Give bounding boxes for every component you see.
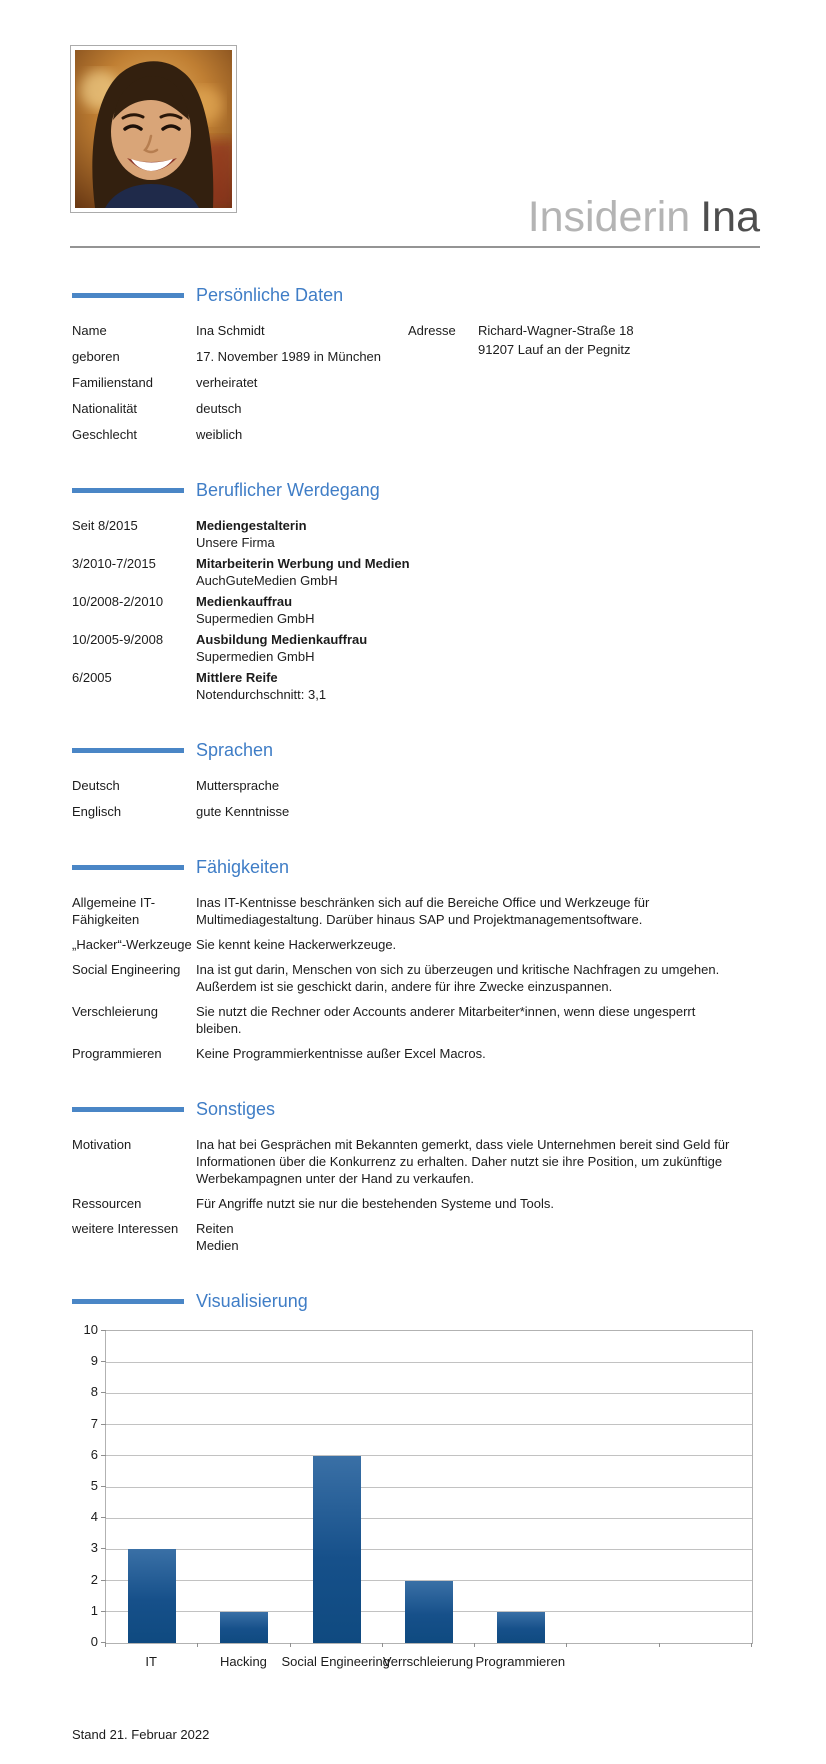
bar-social-engineering xyxy=(313,1456,361,1643)
x-axis-category-label: Verrschleierung xyxy=(382,1654,474,1669)
y-axis-tick-label: 6 xyxy=(90,1446,98,1462)
skill-label: „Hacker“-Werkzeuge xyxy=(72,937,192,952)
career-title: Medienkauffrau xyxy=(196,594,293,609)
heading-accent-bar xyxy=(72,293,184,298)
section-misc xyxy=(72,1098,760,1254)
content xyxy=(0,284,826,1700)
title-divider xyxy=(70,246,760,248)
y-axis-tick xyxy=(101,1424,106,1425)
chart-plot-area xyxy=(105,1330,753,1644)
gridline xyxy=(106,1362,752,1363)
section-heading xyxy=(72,479,760,501)
bar-hacking xyxy=(220,1612,268,1643)
skill-description: Sie nutzt die Rechner oder Accounts anderer Mitarbeiter*innen, wenn diese ungesperrt bleiben. xyxy=(196,1004,696,1036)
x-axis-tick xyxy=(290,1643,291,1647)
misc-row-resources xyxy=(72,1195,760,1212)
heading-accent-bar xyxy=(72,865,184,870)
x-axis-category-label: Programmieren xyxy=(475,1654,566,1669)
x-axis-tick xyxy=(474,1643,475,1647)
misc-label: Motivation xyxy=(72,1137,132,1152)
language-name: Englisch xyxy=(72,804,122,819)
misc-label: Ressourcen xyxy=(72,1196,142,1211)
header xyxy=(0,0,826,248)
section-visualization xyxy=(72,1290,760,1700)
skills-bar-chart xyxy=(72,1322,760,1700)
field-value: 17. November 1989 in München xyxy=(196,349,382,364)
heading-accent-bar xyxy=(72,488,184,493)
career-period: 3/2010-7/2015 xyxy=(72,556,156,571)
x-axis-tick xyxy=(659,1643,660,1647)
y-axis-tick xyxy=(101,1392,106,1393)
career-company: Unsere Firma xyxy=(196,535,275,550)
heading-accent-bar xyxy=(72,1107,184,1112)
gridline xyxy=(106,1424,752,1425)
career-row xyxy=(72,669,760,703)
address-label: Adresse xyxy=(408,323,456,338)
field-label: Geschlecht xyxy=(72,427,138,442)
x-axis-tick xyxy=(105,1643,106,1647)
skill-row xyxy=(72,1045,760,1062)
y-axis-tick xyxy=(101,1455,106,1456)
language-row xyxy=(72,803,760,820)
gridline xyxy=(106,1393,752,1394)
y-axis-tick-label: 3 xyxy=(90,1540,98,1556)
y-axis-tick xyxy=(101,1580,106,1581)
profile-photo xyxy=(70,45,237,213)
y-axis-tick-label: 7 xyxy=(90,1415,98,1431)
personal-row-gender xyxy=(72,426,760,443)
skill-row xyxy=(72,961,760,995)
language-name: Deutsch xyxy=(72,778,120,793)
x-axis-category-label: IT xyxy=(145,1654,157,1669)
section-title: Sprachen xyxy=(196,740,274,760)
bar-verrschleierung xyxy=(405,1581,453,1643)
language-row xyxy=(72,777,760,794)
field-value: deutsch xyxy=(196,401,242,416)
section-title: Beruflicher Werdegang xyxy=(196,480,380,500)
section-languages xyxy=(72,739,760,820)
field-label: Name xyxy=(72,323,107,338)
skill-label: Social Engineering xyxy=(72,962,181,977)
portrait-illustration xyxy=(75,50,232,208)
career-company: Supermedien GmbH xyxy=(196,611,315,626)
footer-date: Stand 21. Februar 2022 xyxy=(72,1727,210,1742)
career-title: Mediengestalterin xyxy=(196,518,307,533)
section-heading xyxy=(72,1290,760,1312)
career-title: Mitarbeiterin Werbung und Medien xyxy=(196,556,410,571)
misc-row-motivation xyxy=(72,1136,760,1187)
gridline xyxy=(106,1487,752,1488)
misc-label: weitere Interessen xyxy=(72,1221,179,1236)
y-axis-tick-label: 2 xyxy=(90,1571,98,1587)
misc-description xyxy=(196,1220,239,1254)
address-value xyxy=(478,322,634,360)
career-company: Supermedien GmbH xyxy=(196,649,315,664)
y-axis-tick xyxy=(101,1330,106,1331)
career-row xyxy=(72,555,760,589)
section-heading xyxy=(72,1098,760,1120)
career-company: AuchGuteMedien GmbH xyxy=(196,573,338,588)
skill-description: Sie kennt keine Hackerwerkzeuge. xyxy=(196,937,397,952)
y-axis-tick-label: 9 xyxy=(90,1353,98,1369)
address-street: Richard-Wagner-Straße 18 xyxy=(478,323,634,338)
x-axis-category-label: Social Engineering xyxy=(281,1654,390,1669)
skill-description: Inas IT-Kentnisse beschränken sich auf die Bereiche Office und Werkzeuge für Multimediagestaltung. Darüber hinaus SAP und Projektmanagementsoftware. xyxy=(196,895,650,927)
section-personal-data xyxy=(72,284,760,443)
field-value: verheiratet xyxy=(196,375,258,390)
skill-label: Programmieren xyxy=(72,1046,162,1061)
career-period: 10/2008-2/2010 xyxy=(72,594,164,609)
x-axis-tick xyxy=(566,1643,567,1647)
section-title: Persönliche Daten xyxy=(196,285,344,305)
y-axis-tick-label: 8 xyxy=(90,1384,98,1400)
gridline xyxy=(106,1518,752,1519)
heading-accent-bar xyxy=(72,748,184,753)
skill-description: Keine Programmierkentnisse außer Excel Macros. xyxy=(196,1046,486,1061)
personal-row-nationality xyxy=(72,400,760,417)
field-value: weiblich xyxy=(196,427,243,442)
y-axis-tick xyxy=(101,1517,106,1518)
skill-label: Verschleierung xyxy=(72,1004,158,1019)
field-label: Familienstand xyxy=(72,375,153,390)
y-axis-tick xyxy=(101,1486,106,1487)
section-heading xyxy=(72,284,760,306)
language-level: Muttersprache xyxy=(196,778,280,793)
y-axis-tick-label: 4 xyxy=(90,1509,98,1525)
skill-row xyxy=(72,894,760,928)
career-period: Seit 8/2015 xyxy=(72,518,138,533)
bar-programmieren xyxy=(497,1612,545,1643)
x-axis-tick xyxy=(197,1643,198,1647)
section-heading xyxy=(72,856,760,878)
misc-description: Für Angriffe nutzt sie nur die bestehenden Systeme und Tools. xyxy=(196,1196,554,1211)
field-value: Ina Schmidt xyxy=(196,323,265,338)
page-title-name: Ina xyxy=(700,193,760,241)
career-company: Notendurchschnitt: 3,1 xyxy=(196,687,327,702)
section-skills xyxy=(72,856,760,1062)
skill-description: Ina ist gut darin, Menschen von sich zu überzeugen und kritische Nachfragen zu umgehen. Außerdem ist sie geschickt darin, andere für ihre Zwecke einzuspannen. xyxy=(196,962,720,994)
y-axis-tick-label: 5 xyxy=(90,1478,98,1493)
section-title: Fähigkeiten xyxy=(196,857,290,877)
section-title: Visualisierung xyxy=(196,1291,308,1311)
career-period: 6/2005 xyxy=(72,670,112,685)
section-career xyxy=(72,479,760,703)
address-block xyxy=(408,322,634,360)
career-row xyxy=(72,593,760,627)
language-level: gute Kenntnisse xyxy=(196,804,290,819)
gridline xyxy=(106,1455,752,1456)
address-city: 91207 Lauf an der Pegnitz xyxy=(478,342,631,357)
career-title: Ausbildung Medienkauffrau xyxy=(196,632,368,647)
misc-description: Ina hat bei Gesprächen mit Bekannten gemerkt, dass viele Unternehmen bereit sind Geld für Informationen über die Konkurrenz zu erhalten. Daher nutzt sie ihre Position, um zukünftige Werbekampagnen unter der Hand zu verkaufen. xyxy=(196,1137,730,1186)
page-title xyxy=(528,194,760,240)
y-axis-tick xyxy=(101,1548,106,1549)
x-axis-category-label: Hacking xyxy=(219,1654,267,1669)
career-title: Mittlere Reife xyxy=(196,670,278,685)
field-label: Nationalität xyxy=(72,401,138,416)
section-title: Sonstiges xyxy=(196,1099,276,1119)
skill-row xyxy=(72,1003,760,1037)
x-axis-tick xyxy=(751,1643,752,1647)
field-label: geboren xyxy=(72,349,120,364)
section-heading xyxy=(72,739,760,761)
x-axis-tick xyxy=(382,1643,383,1647)
career-row xyxy=(72,517,760,551)
personal-row-marital-status xyxy=(72,374,760,391)
misc-row-interests xyxy=(72,1220,760,1254)
y-axis-tick-label: 0 xyxy=(90,1634,98,1649)
y-axis-tick-label: 1 xyxy=(90,1602,98,1618)
skill-row xyxy=(72,936,760,953)
interest-item: Medien xyxy=(196,1238,239,1253)
career-period: 10/2005-9/2008 xyxy=(72,632,164,647)
heading-accent-bar xyxy=(72,1299,184,1304)
bar-it xyxy=(128,1549,176,1643)
gridline xyxy=(106,1549,752,1550)
page-title-role: Insiderin xyxy=(527,193,691,241)
interest-item: Reiten xyxy=(196,1221,234,1236)
y-axis-tick xyxy=(101,1361,106,1362)
y-axis-tick xyxy=(101,1611,106,1612)
career-row xyxy=(72,631,760,665)
skill-label: Allgemeine IT-Fähigkeiten xyxy=(72,895,156,927)
y-axis-tick-label: 10 xyxy=(83,1322,98,1337)
